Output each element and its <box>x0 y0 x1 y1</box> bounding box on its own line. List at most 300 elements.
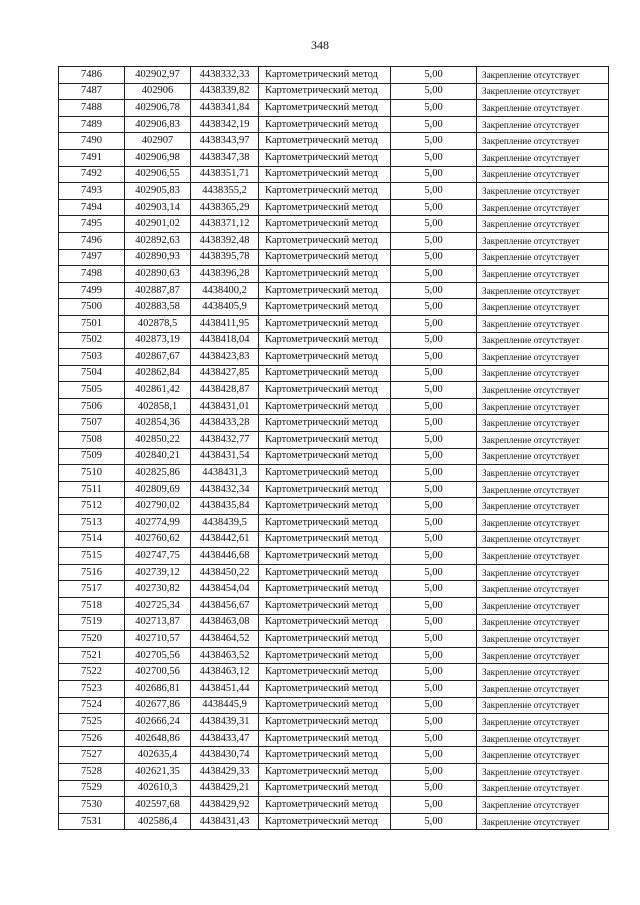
accuracy-cell: 5,00 <box>391 780 477 797</box>
y-coordinate-cell: 4438339,82 <box>191 83 259 100</box>
x-coordinate-cell: 402890,63 <box>125 266 191 283</box>
fixation-cell: Закрепление отсутствует <box>477 415 609 432</box>
fixation-cell: Закрепление отсутствует <box>477 697 609 714</box>
x-coordinate-cell: 402854,36 <box>125 415 191 432</box>
fixation-cell: Закрепление отсутствует <box>477 680 609 697</box>
accuracy-cell: 5,00 <box>391 714 477 731</box>
accuracy-cell: 5,00 <box>391 315 477 332</box>
y-coordinate-cell: 4438341,84 <box>191 100 259 117</box>
method-cell: Картометрический метод <box>259 697 391 714</box>
y-coordinate-cell: 4438433,47 <box>191 730 259 747</box>
accuracy-cell: 5,00 <box>391 797 477 814</box>
y-coordinate-cell: 4438392,48 <box>191 232 259 249</box>
fixation-cell: Закрепление отсутствует <box>477 432 609 449</box>
table-row <box>59 398 609 415</box>
point-number-cell: 7520 <box>59 631 125 648</box>
table-row <box>59 780 609 797</box>
method-cell: Картометрический метод <box>259 481 391 498</box>
table-row <box>59 465 609 482</box>
y-coordinate-cell: 4438439,5 <box>191 515 259 532</box>
fixation-cell: Закрепление отсутствует <box>477 67 609 84</box>
method-cell: Картометрический метод <box>259 548 391 565</box>
method-cell: Картометрический метод <box>259 614 391 631</box>
fixation-cell: Закрепление отсутствует <box>477 481 609 498</box>
y-coordinate-cell: 4438454,04 <box>191 581 259 598</box>
method-cell: Картометрический метод <box>259 448 391 465</box>
point-number-cell: 7486 <box>59 67 125 84</box>
table-row <box>59 631 609 648</box>
fixation-cell: Закрепление отсутствует <box>477 598 609 615</box>
y-coordinate-cell: 4438432,77 <box>191 432 259 449</box>
y-coordinate-cell: 4438427,85 <box>191 365 259 382</box>
fixation-cell: Закрепление отсутствует <box>477 166 609 183</box>
table-row <box>59 797 609 814</box>
method-cell: Картометрический метод <box>259 432 391 449</box>
x-coordinate-cell: 402635,4 <box>125 747 191 764</box>
x-coordinate-cell: 402907 <box>125 133 191 150</box>
table-row <box>59 100 609 117</box>
method-cell: Картометрический метод <box>259 581 391 598</box>
table-row <box>59 548 609 565</box>
fixation-cell: Закрепление отсутствует <box>477 448 609 465</box>
fixation-cell: Закрепление отсутствует <box>477 100 609 117</box>
method-cell: Картометрический метод <box>259 664 391 681</box>
table-row <box>59 714 609 731</box>
table-row <box>59 730 609 747</box>
y-coordinate-cell: 4438355,2 <box>191 183 259 200</box>
table-row <box>59 664 609 681</box>
table-row <box>59 581 609 598</box>
x-coordinate-cell: 402873,19 <box>125 332 191 349</box>
accuracy-cell: 5,00 <box>391 232 477 249</box>
y-coordinate-cell: 4438439,31 <box>191 714 259 731</box>
table-row <box>59 432 609 449</box>
table-row <box>59 166 609 183</box>
table-row <box>59 415 609 432</box>
x-coordinate-cell: 402901,02 <box>125 216 191 233</box>
accuracy-cell: 5,00 <box>391 813 477 830</box>
accuracy-cell: 5,00 <box>391 680 477 697</box>
x-coordinate-cell: 402905,83 <box>125 183 191 200</box>
accuracy-cell: 5,00 <box>391 481 477 498</box>
fixation-cell: Закрепление отсутствует <box>477 664 609 681</box>
fixation-cell: Закрепление отсутствует <box>477 282 609 299</box>
y-coordinate-cell: 4438429,21 <box>191 780 259 797</box>
method-cell: Картометрический метод <box>259 299 391 316</box>
fixation-cell: Закрепление отсутствует <box>477 564 609 581</box>
x-coordinate-cell: 402705,56 <box>125 647 191 664</box>
x-coordinate-cell: 402760,62 <box>125 531 191 548</box>
point-number-cell: 7498 <box>59 266 125 283</box>
table-row <box>59 266 609 283</box>
point-number-cell: 7517 <box>59 581 125 598</box>
fixation-cell: Закрепление отсутствует <box>477 133 609 150</box>
table-row <box>59 349 609 366</box>
x-coordinate-cell: 402825,86 <box>125 465 191 482</box>
method-cell: Картометрический метод <box>259 515 391 532</box>
method-cell: Картометрический метод <box>259 116 391 133</box>
accuracy-cell: 5,00 <box>391 647 477 664</box>
fixation-cell: Закрепление отсутствует <box>477 382 609 399</box>
y-coordinate-cell: 4438433,28 <box>191 415 259 432</box>
fixation-cell: Закрепление отсутствует <box>477 332 609 349</box>
x-coordinate-cell: 402648,86 <box>125 730 191 747</box>
y-coordinate-cell: 4438442,61 <box>191 531 259 548</box>
point-number-cell: 7496 <box>59 232 125 249</box>
y-coordinate-cell: 4438463,08 <box>191 614 259 631</box>
y-coordinate-cell: 4438428,87 <box>191 382 259 399</box>
y-coordinate-cell: 4438431,01 <box>191 398 259 415</box>
y-coordinate-cell: 4438423,83 <box>191 349 259 366</box>
y-coordinate-cell: 4438431,3 <box>191 465 259 482</box>
y-coordinate-cell: 4438371,12 <box>191 216 259 233</box>
x-coordinate-cell: 402621,35 <box>125 763 191 780</box>
x-coordinate-cell: 402597,68 <box>125 797 191 814</box>
table-row <box>59 598 609 615</box>
page-number: 348 <box>311 38 329 52</box>
fixation-cell: Закрепление отсутствует <box>477 116 609 133</box>
method-cell: Картометрический метод <box>259 166 391 183</box>
x-coordinate-cell: 402713,87 <box>125 614 191 631</box>
method-cell: Картометрический метод <box>259 183 391 200</box>
method-cell: Картометрический метод <box>259 730 391 747</box>
x-coordinate-cell: 402878,5 <box>125 315 191 332</box>
point-number-cell: 7529 <box>59 780 125 797</box>
x-coordinate-cell: 402730,82 <box>125 581 191 598</box>
point-number-cell: 7526 <box>59 730 125 747</box>
y-coordinate-cell: 4438351,71 <box>191 166 259 183</box>
table-row <box>59 216 609 233</box>
accuracy-cell: 5,00 <box>391 349 477 366</box>
x-coordinate-cell: 402892,63 <box>125 232 191 249</box>
accuracy-cell: 5,00 <box>391 100 477 117</box>
y-coordinate-cell: 4438464,52 <box>191 631 259 648</box>
table-row <box>59 697 609 714</box>
x-coordinate-cell: 402887,87 <box>125 282 191 299</box>
table-row <box>59 564 609 581</box>
x-coordinate-cell: 402903,14 <box>125 199 191 216</box>
fixation-cell: Закрепление отсутствует <box>477 515 609 532</box>
method-cell: Картометрический метод <box>259 266 391 283</box>
point-number-cell: 7528 <box>59 763 125 780</box>
method-cell: Картометрический метод <box>259 714 391 731</box>
method-cell: Картометрический метод <box>259 282 391 299</box>
method-cell: Картометрический метод <box>259 813 391 830</box>
point-number-cell: 7522 <box>59 664 125 681</box>
point-number-cell: 7510 <box>59 465 125 482</box>
fixation-cell: Закрепление отсутствует <box>477 548 609 565</box>
method-cell: Картометрический метод <box>259 100 391 117</box>
point-number-cell: 7515 <box>59 548 125 565</box>
x-coordinate-cell: 402902,97 <box>125 67 191 84</box>
y-coordinate-cell: 4438429,92 <box>191 797 259 814</box>
table-row <box>59 365 609 382</box>
x-coordinate-cell: 402666,24 <box>125 714 191 731</box>
table-row <box>59 149 609 166</box>
table-row <box>59 299 609 316</box>
fixation-cell: Закрепление отсутствует <box>477 747 609 764</box>
method-cell: Картометрический метод <box>259 415 391 432</box>
method-cell: Картометрический метод <box>259 232 391 249</box>
x-coordinate-cell: 402906,98 <box>125 149 191 166</box>
accuracy-cell: 5,00 <box>391 199 477 216</box>
table-row <box>59 647 609 664</box>
x-coordinate-cell: 402862,84 <box>125 365 191 382</box>
y-coordinate-cell: 4438450,22 <box>191 564 259 581</box>
y-coordinate-cell: 4438456,67 <box>191 598 259 615</box>
point-number-cell: 7492 <box>59 166 125 183</box>
x-coordinate-cell: 402861,42 <box>125 382 191 399</box>
point-number-cell: 7505 <box>59 382 125 399</box>
point-number-cell: 7518 <box>59 598 125 615</box>
y-coordinate-cell: 4438430,74 <box>191 747 259 764</box>
method-cell: Картометрический метод <box>259 349 391 366</box>
table-row <box>59 332 609 349</box>
point-number-cell: 7514 <box>59 531 125 548</box>
y-coordinate-cell: 4438400,2 <box>191 282 259 299</box>
fixation-cell: Закрепление отсутствует <box>477 797 609 814</box>
fixation-cell: Закрепление отсутствует <box>477 249 609 266</box>
y-coordinate-cell: 4438365,29 <box>191 199 259 216</box>
accuracy-cell: 5,00 <box>391 166 477 183</box>
accuracy-cell: 5,00 <box>391 747 477 764</box>
accuracy-cell: 5,00 <box>391 266 477 283</box>
y-coordinate-cell: 4438343,97 <box>191 133 259 150</box>
y-coordinate-cell: 4438446,68 <box>191 548 259 565</box>
method-cell: Картометрический метод <box>259 133 391 150</box>
y-coordinate-cell: 4438395,78 <box>191 249 259 266</box>
point-number-cell: 7511 <box>59 481 125 498</box>
fixation-cell: Закрепление отсутствует <box>477 581 609 598</box>
y-coordinate-cell: 4438431,54 <box>191 448 259 465</box>
fixation-cell: Закрепление отсутствует <box>477 349 609 366</box>
table-row <box>59 199 609 216</box>
method-cell: Картометрический метод <box>259 647 391 664</box>
table-row <box>59 382 609 399</box>
y-coordinate-cell: 4438445,9 <box>191 697 259 714</box>
method-cell: Картометрический метод <box>259 332 391 349</box>
method-cell: Картометрический метод <box>259 365 391 382</box>
table-row <box>59 614 609 631</box>
x-coordinate-cell: 402850,22 <box>125 432 191 449</box>
accuracy-cell: 5,00 <box>391 730 477 747</box>
point-number-cell: 7525 <box>59 714 125 731</box>
method-cell: Картометрический метод <box>259 382 391 399</box>
x-coordinate-cell: 402906,78 <box>125 100 191 117</box>
y-coordinate-cell: 4438411,95 <box>191 315 259 332</box>
fixation-cell: Закрепление отсутствует <box>477 465 609 482</box>
accuracy-cell: 5,00 <box>391 299 477 316</box>
point-number-cell: 7519 <box>59 614 125 631</box>
x-coordinate-cell: 402906,83 <box>125 116 191 133</box>
table-row <box>59 116 609 133</box>
point-number-cell: 7503 <box>59 349 125 366</box>
fixation-cell: Закрепление отсутствует <box>477 398 609 415</box>
x-coordinate-cell: 402867,67 <box>125 349 191 366</box>
table-row <box>59 747 609 764</box>
accuracy-cell: 5,00 <box>391 614 477 631</box>
method-cell: Картометрический метод <box>259 249 391 266</box>
accuracy-cell: 5,00 <box>391 465 477 482</box>
accuracy-cell: 5,00 <box>391 631 477 648</box>
accuracy-cell: 5,00 <box>391 664 477 681</box>
table-body <box>59 67 609 830</box>
table-row <box>59 763 609 780</box>
fixation-cell: Закрепление отсутствует <box>477 730 609 747</box>
point-number-cell: 7497 <box>59 249 125 266</box>
method-cell: Картометрический метод <box>259 680 391 697</box>
fixation-cell: Закрепление отсутствует <box>477 780 609 797</box>
point-number-cell: 7524 <box>59 697 125 714</box>
accuracy-cell: 5,00 <box>391 598 477 615</box>
point-number-cell: 7513 <box>59 515 125 532</box>
y-coordinate-cell: 4438463,52 <box>191 647 259 664</box>
point-number-cell: 7487 <box>59 83 125 100</box>
point-number-cell: 7489 <box>59 116 125 133</box>
method-cell: Картометрический метод <box>259 465 391 482</box>
y-coordinate-cell: 4438396,28 <box>191 266 259 283</box>
table-row <box>59 232 609 249</box>
method-cell: Картометрический метод <box>259 531 391 548</box>
x-coordinate-cell: 402677,86 <box>125 697 191 714</box>
x-coordinate-cell: 402586,4 <box>125 813 191 830</box>
x-coordinate-cell: 402906,55 <box>125 166 191 183</box>
table-row <box>59 183 609 200</box>
table-row <box>59 680 609 697</box>
accuracy-cell: 5,00 <box>391 365 477 382</box>
y-coordinate-cell: 4438342,19 <box>191 116 259 133</box>
accuracy-cell: 5,00 <box>391 216 477 233</box>
point-number-cell: 7494 <box>59 199 125 216</box>
table-row <box>59 448 609 465</box>
table-row <box>59 282 609 299</box>
x-coordinate-cell: 402725,34 <box>125 598 191 615</box>
accuracy-cell: 5,00 <box>391 448 477 465</box>
accuracy-cell: 5,00 <box>391 763 477 780</box>
y-coordinate-cell: 4438431,43 <box>191 813 259 830</box>
fixation-cell: Закрепление отсутствует <box>477 647 609 664</box>
fixation-cell: Закрепление отсутствует <box>477 763 609 780</box>
x-coordinate-cell: 402790,02 <box>125 498 191 515</box>
x-coordinate-cell: 402774,99 <box>125 515 191 532</box>
point-number-cell: 7516 <box>59 564 125 581</box>
fixation-cell: Закрепление отсутствует <box>477 531 609 548</box>
accuracy-cell: 5,00 <box>391 183 477 200</box>
x-coordinate-cell: 402906 <box>125 83 191 100</box>
point-number-cell: 7499 <box>59 282 125 299</box>
fixation-cell: Закрепление отсутствует <box>477 631 609 648</box>
fixation-cell: Закрепление отсутствует <box>477 266 609 283</box>
method-cell: Картометрический метод <box>259 564 391 581</box>
accuracy-cell: 5,00 <box>391 282 477 299</box>
accuracy-cell: 5,00 <box>391 498 477 515</box>
accuracy-cell: 5,00 <box>391 67 477 84</box>
point-number-cell: 7523 <box>59 680 125 697</box>
accuracy-cell: 5,00 <box>391 116 477 133</box>
accuracy-cell: 5,00 <box>391 398 477 415</box>
method-cell: Картометрический метод <box>259 216 391 233</box>
table-row <box>59 249 609 266</box>
table-row <box>59 481 609 498</box>
accuracy-cell: 5,00 <box>391 149 477 166</box>
point-number-cell: 7531 <box>59 813 125 830</box>
fixation-cell: Закрепление отсутствует <box>477 299 609 316</box>
x-coordinate-cell: 402700,56 <box>125 664 191 681</box>
point-number-cell: 7502 <box>59 332 125 349</box>
x-coordinate-cell: 402883,58 <box>125 299 191 316</box>
table-row <box>59 133 609 150</box>
fixation-cell: Закрепление отсутствует <box>477 714 609 731</box>
accuracy-cell: 5,00 <box>391 531 477 548</box>
point-number-cell: 7490 <box>59 133 125 150</box>
accuracy-cell: 5,00 <box>391 332 477 349</box>
point-number-cell: 7495 <box>59 216 125 233</box>
y-coordinate-cell: 4438405,9 <box>191 299 259 316</box>
fixation-cell: Закрепление отсутствует <box>477 83 609 100</box>
accuracy-cell: 5,00 <box>391 548 477 565</box>
point-number-cell: 7488 <box>59 100 125 117</box>
fixation-cell: Закрепление отсутствует <box>477 813 609 830</box>
fixation-cell: Закрепление отсутствует <box>477 232 609 249</box>
method-cell: Картометрический метод <box>259 498 391 515</box>
method-cell: Картометрический метод <box>259 398 391 415</box>
y-coordinate-cell: 4438451,44 <box>191 680 259 697</box>
method-cell: Картометрический метод <box>259 780 391 797</box>
table-row <box>59 67 609 84</box>
point-number-cell: 7512 <box>59 498 125 515</box>
x-coordinate-cell: 402890,93 <box>125 249 191 266</box>
accuracy-cell: 5,00 <box>391 581 477 598</box>
method-cell: Картометрический метод <box>259 763 391 780</box>
table-row <box>59 515 609 532</box>
method-cell: Картометрический метод <box>259 83 391 100</box>
point-number-cell: 7507 <box>59 415 125 432</box>
point-number-cell: 7530 <box>59 797 125 814</box>
x-coordinate-cell: 402710,57 <box>125 631 191 648</box>
fixation-cell: Закрепление отсутствует <box>477 498 609 515</box>
fixation-cell: Закрепление отсутствует <box>477 199 609 216</box>
point-number-cell: 7506 <box>59 398 125 415</box>
x-coordinate-cell: 402858,1 <box>125 398 191 415</box>
accuracy-cell: 5,00 <box>391 249 477 266</box>
fixation-cell: Закрепление отсутствует <box>477 365 609 382</box>
table-row <box>59 498 609 515</box>
x-coordinate-cell: 402747,75 <box>125 548 191 565</box>
table-row <box>59 531 609 548</box>
point-number-cell: 7491 <box>59 149 125 166</box>
accuracy-cell: 5,00 <box>391 564 477 581</box>
method-cell: Картометрический метод <box>259 598 391 615</box>
fixation-cell: Закрепление отсутствует <box>477 149 609 166</box>
accuracy-cell: 5,00 <box>391 133 477 150</box>
x-coordinate-cell: 402610,3 <box>125 780 191 797</box>
point-number-cell: 7527 <box>59 747 125 764</box>
method-cell: Картометрический метод <box>259 67 391 84</box>
fixation-cell: Закрепление отсутствует <box>477 315 609 332</box>
table-row <box>59 83 609 100</box>
method-cell: Картометрический метод <box>259 747 391 764</box>
method-cell: Картометрический метод <box>259 631 391 648</box>
y-coordinate-cell: 4438332,33 <box>191 67 259 84</box>
y-coordinate-cell: 4438432,34 <box>191 481 259 498</box>
method-cell: Картометрический метод <box>259 315 391 332</box>
y-coordinate-cell: 4438463,12 <box>191 664 259 681</box>
accuracy-cell: 5,00 <box>391 432 477 449</box>
coordinates-table <box>58 66 609 830</box>
x-coordinate-cell: 402686,81 <box>125 680 191 697</box>
fixation-cell: Закрепление отсутствует <box>477 614 609 631</box>
point-number-cell: 7500 <box>59 299 125 316</box>
